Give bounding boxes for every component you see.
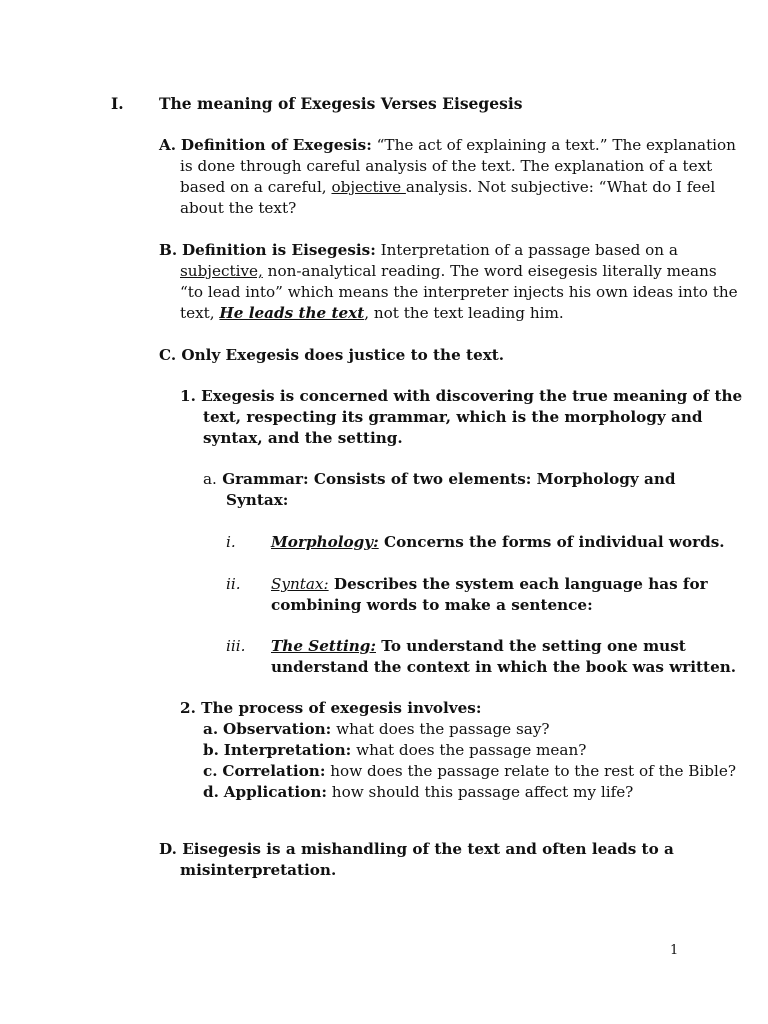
- list-item-marker: c.: [203, 762, 218, 780]
- section-b-emphasis: He leads the text: [219, 304, 365, 322]
- setting-term: The Setting:: [271, 637, 376, 655]
- section-a-label: Definition of Exegesis:: [180, 136, 372, 154]
- roman-3-line-1: [271, 636, 686, 657]
- section-b-text-4-pre: text,: [180, 304, 220, 322]
- item-1-line-3: syntax, and the setting.: [203, 429, 403, 447]
- list-item: [203, 740, 586, 761]
- section-b-label: Definition is Eisegesis:: [181, 241, 376, 259]
- section-b-subjective: subjective,: [180, 262, 263, 280]
- roman-1-line: [271, 532, 725, 553]
- item-1a-line-2: Syntax:: [226, 491, 289, 509]
- section-a-line-4: about the text?: [180, 199, 297, 217]
- roman-2-text: Describes the system each language has for: [328, 575, 708, 593]
- roman-1-marker: i.: [226, 533, 236, 551]
- list-item-marker: a.: [203, 720, 219, 738]
- list-item-label: Correlation:: [222, 762, 326, 780]
- list-item-label: Observation:: [222, 720, 332, 738]
- syntax-term: Syntax:: [271, 575, 329, 593]
- section-b-text-4-post: , not the text leading him.: [364, 304, 564, 322]
- list-item-text: what does the passage say?: [331, 720, 550, 738]
- list-item: [203, 719, 550, 740]
- section-c-text: Only Exegesis does justice to the text.: [181, 346, 505, 364]
- page-title: The meaning of Exegesis Verses Eisegesis: [159, 94, 523, 113]
- roman-3-marker: iii.: [226, 637, 246, 655]
- section-c-line: [159, 345, 504, 366]
- item-1a-text-1: Grammar: Consists of two elements: Morphology and: [222, 470, 676, 488]
- section-c-marker: C.: [159, 346, 177, 364]
- list-item-label: Interpretation:: [223, 741, 352, 759]
- section-b-text-1: Interpretation of a passage based on a: [375, 241, 678, 259]
- item-1-text-1: Exegesis is concerned with discovering the true meaning of the: [201, 387, 743, 405]
- section-d-text-1: Eisegesis is a mishandling of the text and often leads to a: [182, 840, 674, 858]
- roman-2-line-2: combining words to make a sentence:: [271, 596, 593, 614]
- item-2-text: The process of exegesis involves:: [201, 699, 482, 717]
- section-a-text-1: “The act of explaining a text.” The explanation: [371, 136, 736, 154]
- section-b-text-2: non-analytical reading. The word eisegesis literally means: [262, 262, 717, 280]
- item-1-marker: 1.: [180, 387, 196, 405]
- section-b-marker: B.: [159, 241, 178, 259]
- morphology-term: Morphology:: [271, 533, 379, 551]
- list-item-label: Application:: [223, 783, 327, 801]
- item-2-line: [180, 698, 481, 719]
- list-item-text: how should this passage affect my life?: [326, 783, 634, 801]
- list-item-marker: d.: [203, 783, 219, 801]
- list-item-marker: b.: [203, 741, 219, 759]
- roman-3-line-2: understand the context in which the book was written.: [271, 658, 737, 676]
- section-d-line-2: misinterpretation.: [180, 861, 337, 879]
- list-item: [203, 761, 736, 782]
- section-b-line-1: [159, 240, 678, 261]
- roman-2-line-1: [271, 574, 708, 595]
- item-1-line-1: [180, 386, 742, 407]
- item-1-line-2: text, respecting its grammar, which is the morphology and: [203, 408, 703, 426]
- heading-numeral: I.: [111, 94, 124, 113]
- page-number: 1: [670, 943, 679, 958]
- roman-3-text: To understand the setting one must: [376, 637, 686, 655]
- list-item: [203, 782, 633, 803]
- section-a-text-3-post: analysis. Not subjective: “What do I feel: [405, 178, 716, 196]
- list-item-text: what does the passage mean?: [351, 741, 587, 759]
- item-1a-marker: a.: [203, 470, 217, 488]
- roman-2-marker: ii.: [226, 575, 241, 593]
- section-a-line-1: [159, 135, 736, 156]
- section-a-line-2: is done through careful analysis of the text. The explanation of a text: [180, 157, 713, 175]
- section-b-line-4: [180, 303, 564, 324]
- section-d-marker: D.: [159, 840, 177, 858]
- section-a-marker: A.: [159, 136, 177, 154]
- section-a-text-3-pre: based on a careful,: [180, 178, 332, 196]
- item-2-marker: 2.: [180, 699, 196, 717]
- section-a-line-3: [180, 177, 715, 198]
- item-1a-line-1: [203, 469, 676, 490]
- roman-1-text: Concerns the forms of individual words.: [378, 533, 725, 551]
- section-d-line-1: [159, 839, 674, 860]
- section-b-line-3: “to lead into” which means the interpreter injects his own ideas into the: [180, 283, 738, 301]
- list-item-text: how does the passage relate to the rest of the Bible?: [325, 762, 736, 780]
- section-a-objective: objective: [331, 178, 406, 196]
- section-b-line-2: [180, 261, 717, 282]
